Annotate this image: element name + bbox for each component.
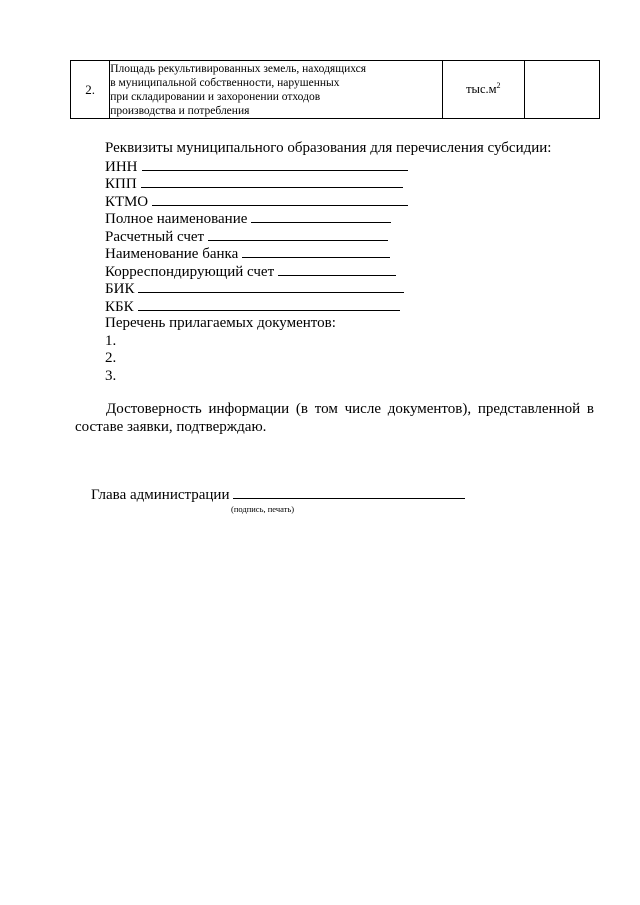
- field-ktmo: [105, 193, 551, 211]
- requisites-heading: Реквизиты муниципального образования для перечисления субсидии:: [105, 140, 552, 156]
- field-full-name: [105, 210, 551, 228]
- indicators-table: [70, 60, 600, 119]
- field-label: КБК: [105, 298, 134, 315]
- row-unit-cell: [443, 61, 524, 119]
- corr-account-blank-line[interactable]: [278, 263, 396, 276]
- documents-heading: Перечень прилагаемых документов:: [105, 315, 336, 331]
- bank-name-blank-line[interactable]: [242, 245, 390, 258]
- signature-block: [91, 486, 465, 504]
- field-label: Полное наименование: [105, 211, 248, 227]
- field-label: БИК: [105, 281, 135, 297]
- description-line: в муниципальной собственности, нарушенных: [110, 76, 340, 89]
- field-corr-account: [105, 263, 551, 281]
- confirmation-line: Достоверность информации (в том числе документов), представленной в: [106, 401, 594, 417]
- field-label: КПП: [105, 176, 137, 192]
- unit-superscript: 2: [496, 81, 501, 91]
- field-bank-name: [105, 245, 551, 263]
- signature-label: Глава администрации: [91, 487, 230, 503]
- row-description-cell: [110, 61, 443, 119]
- description-line: Площадь рекультивированных земель, находящихся: [110, 62, 367, 75]
- field-label: Расчетный счет: [105, 228, 205, 245]
- row-value-cell: [524, 61, 599, 119]
- document-item: 3.: [105, 367, 117, 384]
- description-line: при складировании и захоронении отходов: [110, 90, 321, 103]
- full-name-blank-line[interactable]: [251, 210, 391, 223]
- document-item: 2.: [105, 350, 117, 366]
- field-label: Корреспондирующий счет: [105, 263, 275, 280]
- kpp-blank-line[interactable]: [141, 175, 403, 188]
- requisites-section: [105, 140, 551, 385]
- confirmation-paragraph: [75, 400, 594, 436]
- bik-blank-line[interactable]: [138, 280, 404, 293]
- document-item: 1.: [105, 332, 117, 349]
- confirmation-line: составе заявки, подтверждаю.: [75, 419, 267, 435]
- field-label: Наименование банка: [105, 246, 239, 262]
- field-kpp: [105, 175, 551, 193]
- row-number-cell: 2.: [71, 61, 110, 119]
- account-blank-line[interactable]: [208, 228, 388, 241]
- signature-note: (подпись, печать): [231, 504, 295, 514]
- field-inn: [105, 158, 551, 176]
- field-label: КТМО: [105, 193, 149, 210]
- ktmo-blank-line[interactable]: [152, 193, 408, 206]
- unit-text: тыс.м: [466, 82, 497, 97]
- description-line: производства и потребления: [110, 104, 250, 117]
- table-row: [71, 61, 600, 119]
- field-bik: [105, 280, 551, 298]
- inn-blank-line[interactable]: [142, 158, 408, 171]
- signature-blank-line[interactable]: [233, 486, 465, 499]
- field-label: ИНН: [105, 158, 138, 175]
- kbk-blank-line[interactable]: [138, 298, 400, 311]
- field-kbk: [105, 298, 551, 316]
- field-account: [105, 228, 551, 246]
